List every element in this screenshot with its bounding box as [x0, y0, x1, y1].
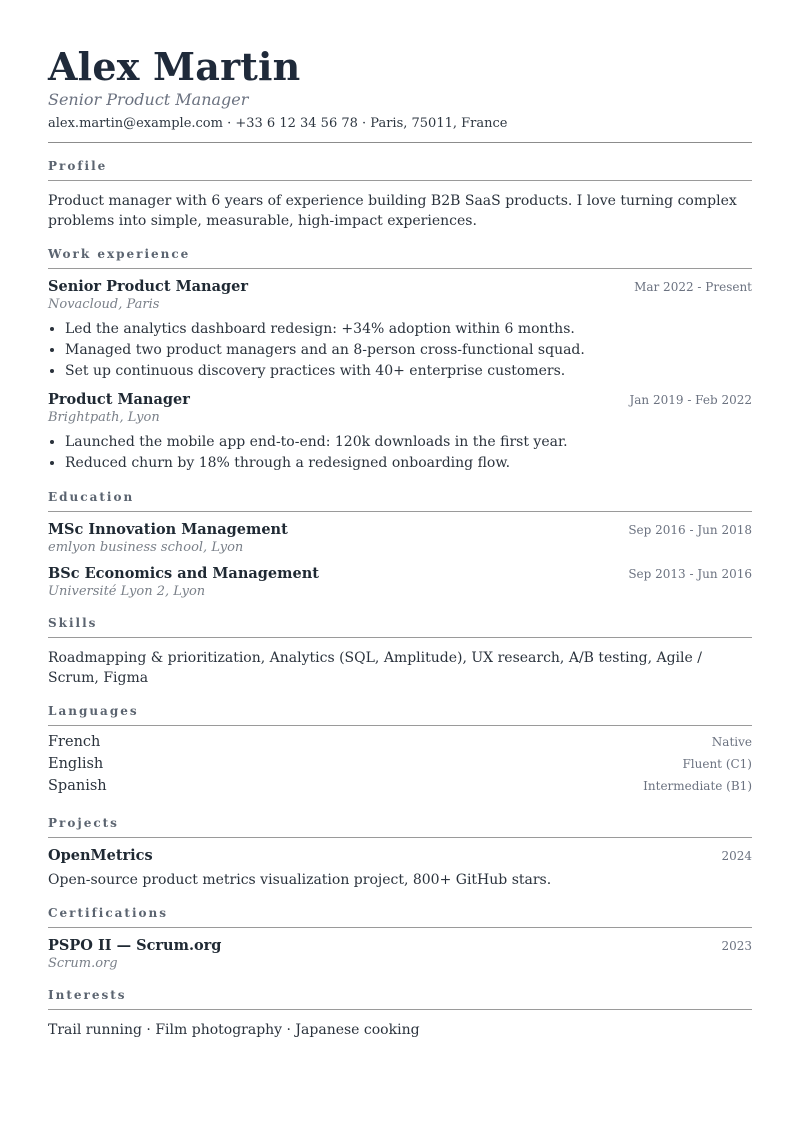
job-role: Product Manager — [48, 391, 190, 408]
job-bullets — [48, 319, 752, 382]
languages-list — [48, 734, 752, 800]
language-level: Intermediate (B1) — [643, 779, 752, 793]
experience-section — [48, 231, 752, 474]
section-heading-certifications: Certifications — [48, 906, 168, 920]
experience-entry — [48, 391, 752, 474]
job-company: Brightpath, Lyon — [48, 410, 160, 425]
profile-text: Product manager with 6 years of experience building B2B SaaS products. I love turning complex problems into simple, measurable, high-impact experiences. — [48, 193, 737, 229]
languages-section — [48, 688, 752, 800]
section-heading-interests: Interests — [48, 988, 127, 1002]
job-bullet: • Reduced churn by 18% through a redesigned onboarding flow. — [65, 453, 752, 474]
job-dates: Jan 2019 - Feb 2022 — [629, 393, 752, 407]
project-year: 2024 — [721, 849, 752, 863]
job-bullet: • Set up continuous discovery practices with 40+ enterprise customers. — [65, 361, 752, 382]
section-heading-profile: Profile — [48, 159, 108, 173]
section-divider — [48, 268, 752, 269]
section-divider — [48, 1009, 752, 1010]
school-name: Université Lyon 2, Lyon — [48, 584, 206, 599]
experience-entry — [48, 278, 752, 382]
certification-issuer: Scrum.org — [48, 956, 118, 971]
section-heading-skills: Skills — [48, 616, 98, 630]
interests-section — [48, 972, 752, 1040]
language-name: French — [48, 734, 101, 750]
section-heading-projects: Projects — [48, 816, 119, 830]
job-bullets — [48, 432, 752, 474]
job-bullet: • Managed two product managers and an 8-person cross-functional squad. — [65, 340, 752, 361]
contact-line: alex.martin@example.com · +33 6 12 34 56 78 · Paris, 75011, France — [48, 116, 508, 131]
language-name: English — [48, 756, 104, 772]
profile-section — [48, 143, 752, 231]
candidate-name: Alex Martin — [48, 44, 301, 89]
section-divider — [48, 511, 752, 512]
language-level: Fluent (C1) — [682, 757, 752, 771]
education-entry — [48, 521, 752, 556]
project-description: Open-source product metrics visualization project, 800+ GitHub stars. — [48, 872, 552, 888]
section-heading-languages: Languages — [48, 704, 139, 718]
interests-text: Trail running · Film photography · Japanese cooking — [48, 1022, 420, 1038]
certification-entry — [48, 937, 752, 972]
job-bullet: • Launched the mobile app end-to-end: 120k downloads in the first year. — [65, 432, 752, 453]
degree-dates: Sep 2016 - Jun 2018 — [628, 523, 752, 537]
section-divider — [48, 927, 752, 928]
language-name: Spanish — [48, 778, 107, 794]
resume-header — [48, 44, 752, 143]
candidate-title: Senior Product Manager — [48, 90, 249, 109]
certifications-section — [48, 890, 752, 972]
language-row — [48, 734, 752, 756]
certification-year: 2023 — [721, 939, 752, 953]
projects-section — [48, 800, 752, 890]
section-heading-experience: Work experience — [48, 247, 191, 261]
job-role: Senior Product Manager — [48, 278, 248, 295]
job-company: Novacloud, Paris — [48, 297, 160, 312]
project-name: OpenMetrics — [48, 847, 153, 864]
job-bullet: • Led the analytics dashboard redesign: +34% adoption within 6 months. — [65, 319, 752, 340]
education-section — [48, 474, 752, 600]
school-name: emlyon business school, Lyon — [48, 540, 244, 555]
language-row — [48, 778, 752, 800]
language-level: Native — [711, 735, 752, 749]
section-divider — [48, 725, 752, 726]
job-dates: Mar 2022 - Present — [634, 280, 752, 294]
section-divider — [48, 837, 752, 838]
certification-name: PSPO II — Scrum.org — [48, 937, 222, 954]
degree-name: BSc Economics and Management — [48, 565, 319, 582]
language-row — [48, 756, 752, 778]
degree-dates: Sep 2013 - Jun 2016 — [628, 567, 752, 581]
project-entry — [48, 847, 752, 890]
section-heading-education: Education — [48, 490, 135, 504]
degree-name: MSc Innovation Management — [48, 521, 288, 538]
section-divider — [48, 637, 752, 638]
section-divider — [48, 180, 752, 181]
skills-section — [48, 600, 752, 688]
education-entry — [48, 565, 752, 600]
skills-text: Roadmapping & prioritization, Analytics (SQL, Amplitude), UX research, A/B testing, Agile / Scrum, Figma — [48, 650, 702, 686]
